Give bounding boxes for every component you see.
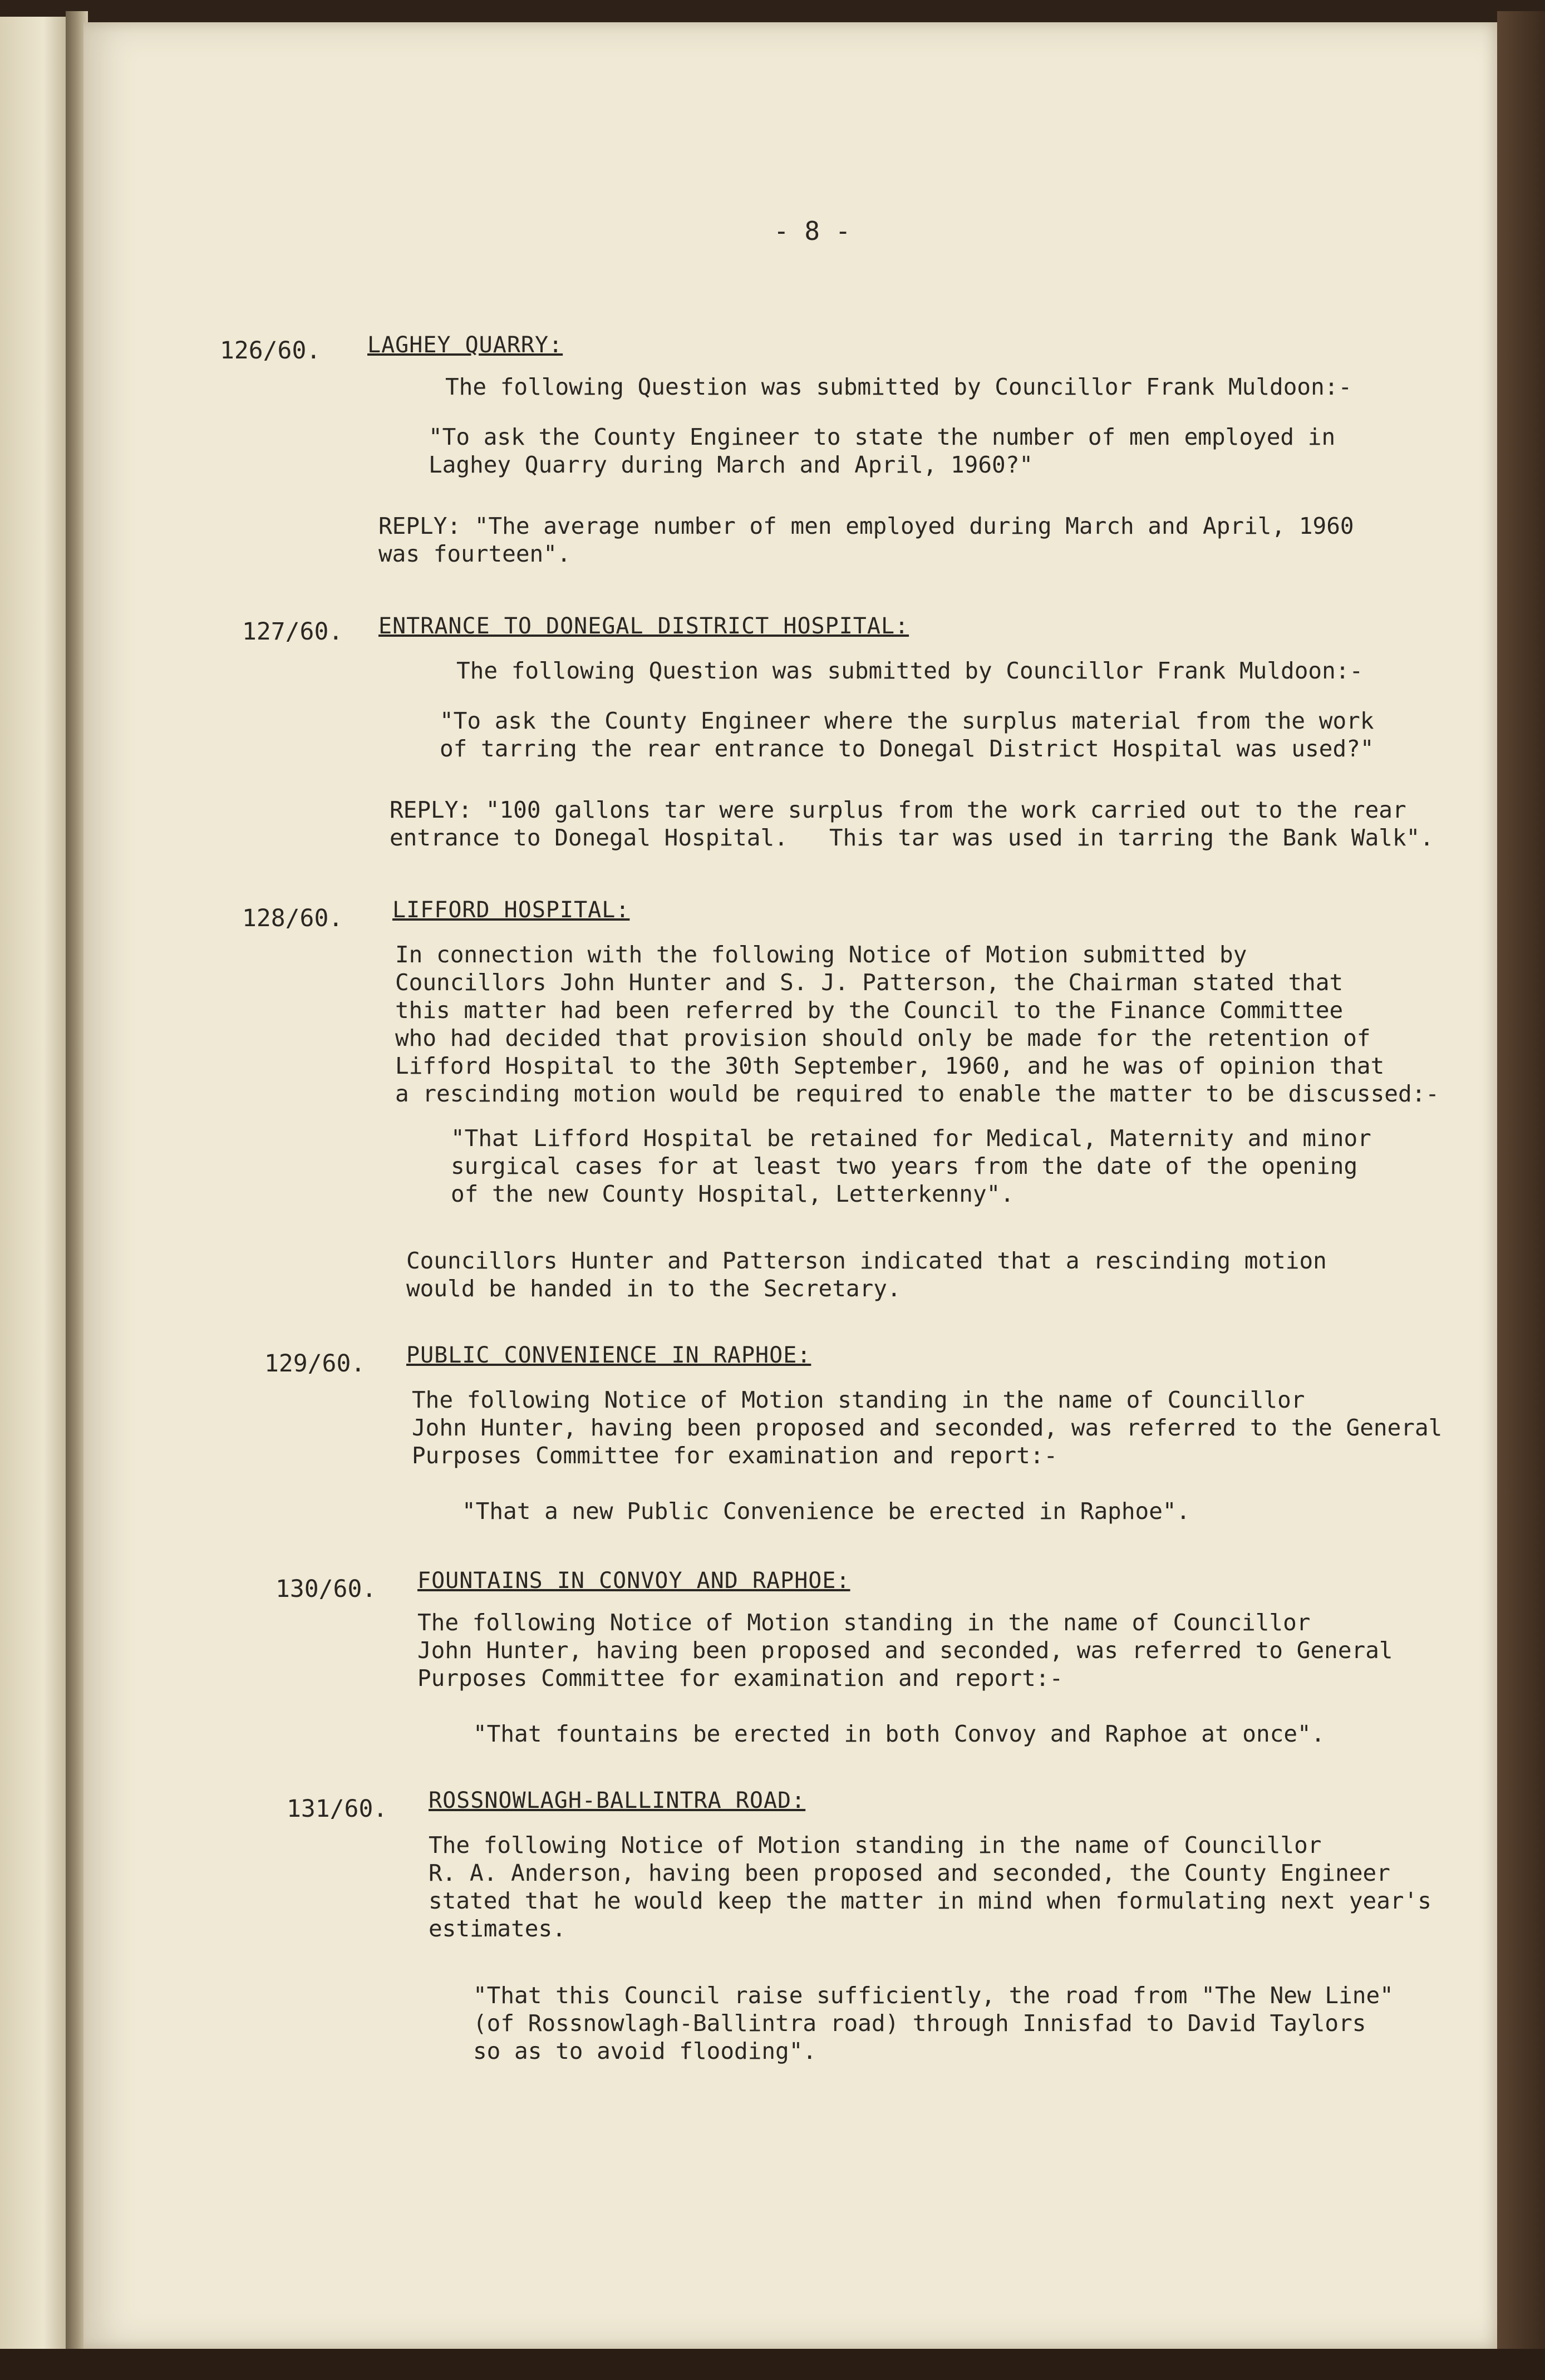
item-number: 126/60. [220, 337, 321, 365]
item-heading: LIFFORD HOSPITAL: [392, 897, 630, 923]
document-page [83, 22, 1497, 2349]
item-paragraph: "That fountains be erected in both Convoy and Raphoe at once". [473, 1720, 1325, 1747]
item-paragraph: "To ask the County Engineer to state the number of men employed in Laghey Quarry during March and April, 1960?" [429, 424, 1336, 478]
item-paragraph: REPLY: "100 gallons tar were surplus from the work carried out to the rear entrance to Donegal Hospital. This tar was used in tarring the Bank Walk". [390, 796, 1434, 851]
item-paragraph: Councillors Hunter and Patterson indicated that a rescinding motion would be handed in to the Secretary. [406, 1247, 1327, 1302]
book-cover-edge [1497, 11, 1545, 2371]
facing-page-edge [0, 17, 72, 2354]
item-paragraph: In connection with the following Notice of Motion submitted by Councillors John Hunter and S. J. Patterson, the Chairman stated that this matter had been referred by the Council to the Finance Committee who had decided that provision should only be made for the retention of Lifford Hospital to the 30th September, 1960, and he was of opinion that a rescinding motion would be required to enable the matter to be discussed:- [395, 941, 1439, 1107]
item-paragraph: The following Notice of Motion standing in the name of Councillor John Hunter, having been proposed and seconded, was referred to General Purposes Committee for examination and report:- [417, 1609, 1393, 1691]
item-paragraph: The following Question was submitted by Councillor Frank Muldoon:- [445, 373, 1352, 400]
item-number: 129/60. [264, 1350, 366, 1378]
item-paragraph: REPLY: "The average number of men employed during March and April, 1960 was fourteen". [378, 513, 1354, 567]
item-number: 130/60. [275, 1575, 377, 1603]
item-paragraph: The following Question was submitted by Councillor Frank Muldoon:- [456, 657, 1364, 684]
item-heading: ENTRANCE TO DONEGAL DISTRICT HOSPITAL: [378, 613, 909, 639]
item-number: 128/60. [242, 904, 343, 932]
item-paragraph: "That a new Public Convenience be erected in Raphoe". [462, 1498, 1190, 1525]
item-heading: LAGHEY QUARRY: [367, 332, 563, 358]
page-number: - 8 - [774, 216, 851, 246]
page-content [83, 22, 1497, 2349]
item-paragraph: "That this Council raise sufficiently, the road from "The New Line" (of Rossnowlagh-Ballintra road) through Innisfad to David Taylors so as to avoid flooding". [473, 1982, 1394, 2064]
item-paragraph: "That Lifford Hospital be retained for Medical, Maternity and minor surgical cases for at least two years from the date of the opening of the new County Hospital, Letterkenny". [451, 1125, 1371, 1207]
item-number: 131/60. [287, 1795, 388, 1823]
item-heading: PUBLIC CONVENIENCE IN RAPHOE: [406, 1343, 811, 1368]
item-paragraph: The following Notice of Motion standing in the name of Councillor R. A. Anderson, having been proposed and seconded, the County Engineer stated that he would keep the matter in mind when formulating next year's estimates. [429, 1832, 1431, 1942]
book-bottom-edge [0, 2349, 1545, 2380]
item-paragraph: "To ask the County Engineer where the surplus material from the work of tarring the rear entrance to Donegal District Hospital was used?" [440, 707, 1374, 762]
item-number: 127/60. [242, 618, 343, 646]
item-heading: FOUNTAINS IN CONVOY AND RAPHOE: [417, 1568, 850, 1594]
item-paragraph: The following Notice of Motion standing in the name of Councillor John Hunter, having been proposed and seconded, was referred to the General Purposes Committee for examination and report:- [412, 1386, 1443, 1469]
item-heading: ROSSNOWLAGH-BALLINTRA ROAD: [429, 1788, 806, 1813]
